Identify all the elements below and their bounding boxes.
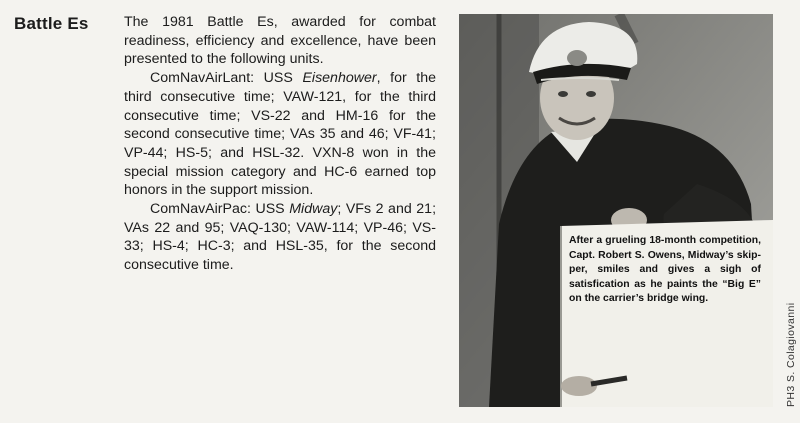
atlantic-paragraph: [124, 69, 436, 200]
section-heading: Battle Es: [14, 14, 89, 33]
atlantic-lead: ComNavAirLant: USS: [150, 70, 303, 87]
article-body: [124, 13, 436, 275]
atlantic-ship-name: Eisenhower: [302, 70, 377, 87]
pacific-units: ; VFs 2 and 21; VAs 22 and 95; VAQ-130; VAW-114; VP-46; VS-33; HS-4; HC-3; and HSL-35, for the second consecutive time.: [124, 201, 437, 274]
photo-credit: PH3 S. Colagiovanni: [785, 302, 797, 407]
atlantic-units: , for the third consecutive time; VAW-121, for the third consecutive time; VS-22 and HM-16 for the second consecutive time; VAs 35 and 46; VF-41; VP-44; HS-5; and HSL-32. VXN-8 won in the special mission category and HC-6 earned top honors in the support mission.: [124, 70, 437, 199]
pacific-lead: ComNavAirPac: USS: [150, 201, 290, 218]
pacific-ship-name: Midway: [289, 201, 338, 218]
intro-paragraph: The 1981 Battle Es, awarded for combat readiness, efficiency and excellence, have been presented to the following units.: [124, 14, 436, 68]
news-photo: [459, 14, 773, 407]
pacific-paragraph: [124, 200, 436, 275]
officer-photo-illustration: [459, 14, 773, 407]
photo-caption: After a grueling 18-month competition, Capt. Robert S. Owens, Midway’s skipper, smiles and gives a sigh of satisfication as he paints the “Big E” on the carrier’s bridge wing.: [569, 235, 761, 305]
